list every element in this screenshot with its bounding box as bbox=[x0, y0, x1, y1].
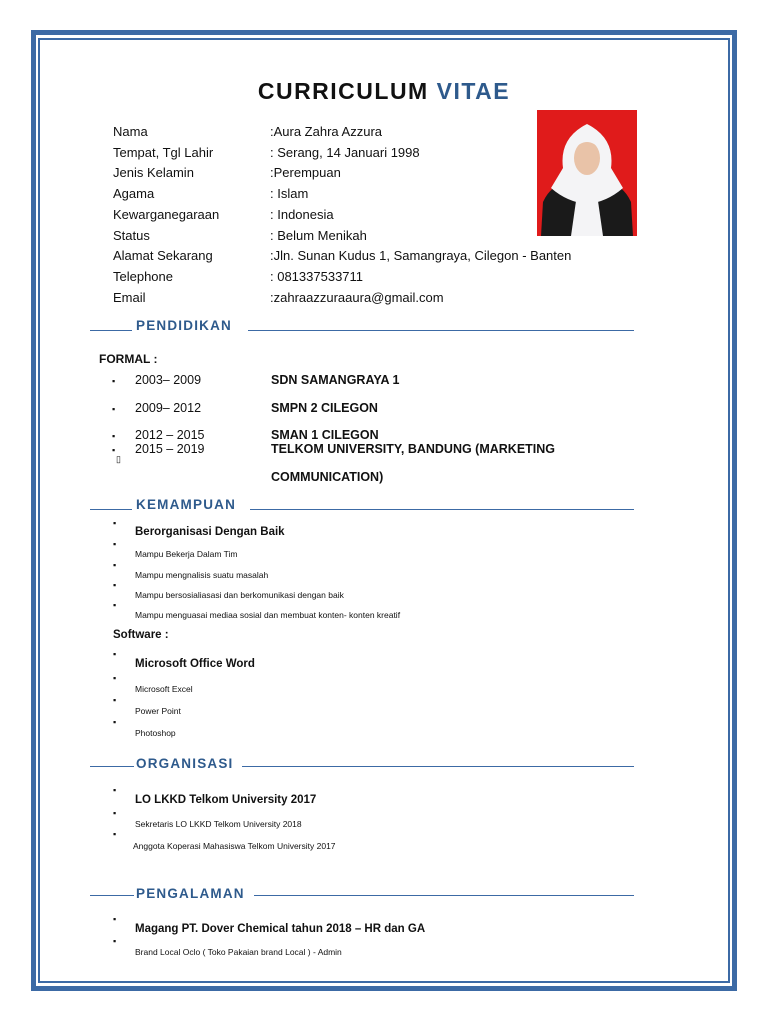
education-school: TELKOM UNIVERSITY, BANDUNG (MARKETING bbox=[271, 442, 556, 456]
title-part1: CURRICULUM bbox=[257, 78, 429, 104]
info-value: :Aura Zahra Azzura bbox=[270, 124, 382, 139]
organisasi-item: Sekretaris LO LKKD Telkom University 2018 bbox=[135, 819, 302, 829]
section-rule bbox=[254, 895, 634, 896]
bullet-icon: ▪ bbox=[112, 431, 116, 441]
education-years: 2003– 2009 bbox=[135, 373, 202, 387]
info-value: : Belum Menikah bbox=[270, 228, 367, 243]
education-heading: FORMAL : bbox=[99, 352, 158, 366]
info-value: :zahraazzuraaura@gmail.com bbox=[270, 290, 444, 305]
bullet-icon: ▪ bbox=[112, 404, 116, 414]
bullet-icon: ▪ bbox=[113, 649, 117, 659]
section-heading-pendidikan: PENDIDIKAN bbox=[136, 318, 233, 333]
pengalaman-item: Brand Local Oclo ( Toko Pakaian brand Local ) - Admin bbox=[135, 947, 342, 957]
software-item: Microsoft Excel bbox=[135, 684, 193, 694]
skill-item: Berorganisasi Dengan Baik bbox=[135, 526, 285, 538]
stray-glyph: ▯ bbox=[116, 454, 121, 464]
bullet-icon: ▪ bbox=[113, 673, 117, 683]
info-label: Telephone bbox=[113, 269, 173, 284]
bullet-icon: ▪ bbox=[113, 829, 117, 839]
bullet-icon: ▪ bbox=[113, 580, 117, 590]
info-value: : Indonesia bbox=[270, 207, 334, 222]
bullet-icon: ▪ bbox=[112, 445, 116, 455]
organisasi-item: Anggota Koperasi Mahasiswa Telkom University 2017 bbox=[133, 841, 336, 851]
section-rule bbox=[242, 766, 634, 767]
info-value: :Perempuan bbox=[270, 165, 341, 180]
bullet-icon: ▪ bbox=[113, 717, 117, 727]
info-label: Agama bbox=[113, 186, 155, 201]
section-rule bbox=[250, 509, 634, 510]
info-label: Tempat, Tgl Lahir bbox=[113, 145, 214, 160]
software-heading: Software : bbox=[113, 629, 169, 641]
bullet-icon: ▪ bbox=[113, 695, 117, 705]
skill-item: Mampu menguasai mediaa sosial dan membuat konten- konten kreatif bbox=[135, 610, 401, 620]
bullet-icon: ▪ bbox=[113, 539, 117, 549]
skill-item: Mampu mengnalisis suatu masalah bbox=[135, 570, 269, 580]
education-school: SMPN 2 CILEGON bbox=[271, 401, 378, 415]
education-years: 2012 – 2015 bbox=[135, 428, 205, 442]
bullet-icon: ▪ bbox=[113, 914, 117, 924]
education-years: 2009– 2012 bbox=[135, 401, 202, 415]
section-rule bbox=[90, 895, 134, 896]
bullet-icon: ▪ bbox=[113, 600, 117, 610]
section-rule bbox=[248, 330, 634, 331]
profile-photo-image bbox=[537, 110, 637, 236]
section-heading-pengalaman: PENGALAMAN bbox=[136, 886, 245, 901]
bullet-icon: ▪ bbox=[113, 785, 117, 795]
info-label: Status bbox=[113, 228, 150, 243]
info-value: : 081337533711 bbox=[270, 269, 364, 284]
section-rule bbox=[90, 766, 134, 767]
software-item: Microsoft Office Word bbox=[135, 658, 255, 670]
software-item: Power Point bbox=[135, 706, 181, 716]
info-value: : Islam bbox=[270, 186, 309, 201]
info-label: Alamat Sekarang bbox=[113, 248, 213, 263]
education-school: SDN SAMANGRAYA 1 bbox=[271, 373, 400, 387]
software-item: Photoshop bbox=[135, 728, 176, 738]
info-value: : Serang, 14 Januari 1998 bbox=[270, 145, 420, 160]
title-part2: VITAE bbox=[436, 78, 511, 104]
section-rule bbox=[90, 330, 132, 331]
section-heading-organisasi: ORGANISASI bbox=[136, 756, 234, 771]
profile-photo bbox=[537, 110, 637, 236]
education-school-cont: COMMUNICATION) bbox=[271, 470, 384, 484]
bullet-icon: ▪ bbox=[112, 376, 116, 386]
section-rule bbox=[90, 509, 132, 510]
info-value: :Jln. Sunan Kudus 1, Samangraya, Cilegon - Banten bbox=[270, 248, 572, 263]
info-label: Nama bbox=[113, 124, 148, 139]
education-school: SMAN 1 CILEGON bbox=[271, 428, 379, 442]
education-years: 2015 – 2019 bbox=[135, 442, 205, 456]
pengalaman-item: Magang PT. Dover Chemical tahun 2018 – HR dan GA bbox=[135, 923, 426, 935]
organisasi-item: LO LKKD Telkom University 2017 bbox=[135, 794, 317, 806]
section-heading-kemampuan: KEMAMPUAN bbox=[136, 497, 237, 512]
bullet-icon: ▪ bbox=[113, 808, 117, 818]
skill-item: Mampu bersosialiasasi dan berkomunikasi dengan baik bbox=[135, 590, 344, 600]
info-label: Kewarganegaraan bbox=[113, 207, 220, 222]
bullet-icon: ▪ bbox=[113, 936, 117, 946]
page-title bbox=[0, 78, 768, 105]
bullet-icon: ▪ bbox=[113, 560, 117, 570]
info-label: Email bbox=[113, 290, 146, 305]
skill-item: Mampu Bekerja Dalam Tim bbox=[135, 549, 238, 559]
info-label: Jenis Kelamin bbox=[113, 165, 194, 180]
bullet-icon: ▪ bbox=[113, 518, 117, 528]
